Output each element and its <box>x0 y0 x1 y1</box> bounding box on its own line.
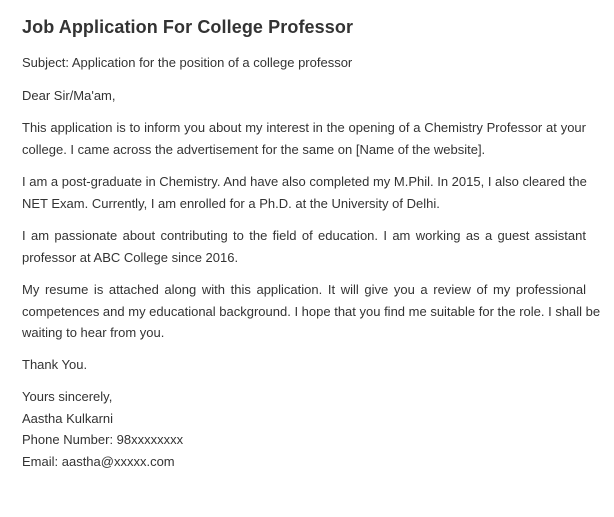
subject-line: Subject: Application for the position of a college professor <box>22 55 353 70</box>
paragraph-line: I am a post-graduate in Chemistry. And have also completed my M.Phil. In 2015, I also cleared the <box>22 174 587 189</box>
paragraph-line: college. I came across the advertisement for the same on [Name of the website]. <box>22 141 486 157</box>
phone-number: Phone Number: 98xxxxxxxx <box>22 432 184 447</box>
signature-block <box>22 386 586 472</box>
paragraph-line: NET Exam. Currently, I am enrolled for a Ph.D. at the University of Delhi. <box>22 195 440 211</box>
document-title: Job Application For College Professor <box>22 17 354 37</box>
paragraph-line: My resume is attached along with this application. It will give you a review of my professional <box>22 282 586 297</box>
paragraph-interest <box>22 117 586 160</box>
paragraph-experience <box>22 225 586 268</box>
paragraph-line: This application is to inform you about my interest in the opening of a Chemistry Professor at your <box>22 120 586 135</box>
paragraph-line: waiting to hear from you. <box>22 325 165 340</box>
closing-line: Yours sincerely, <box>22 389 113 404</box>
sender-name: Aastha Kulkarni <box>22 410 114 426</box>
paragraph-line: I am passionate about contributing to the field of education. I am working as a guest assistant <box>22 228 586 243</box>
paragraph-line: competences and my educational background. I hope that you find me suitable for the role. I shall be <box>22 303 601 319</box>
paragraph-line: professor at ABC College since 2016. <box>22 249 239 265</box>
email-address: Email: aastha@xxxxx.com <box>22 453 175 469</box>
salutation: Dear Sir/Ma'am, <box>22 88 116 103</box>
thanks-line: Thank You. <box>22 357 88 372</box>
paragraph-resume <box>22 279 601 344</box>
paragraph-qualifications <box>22 171 586 214</box>
